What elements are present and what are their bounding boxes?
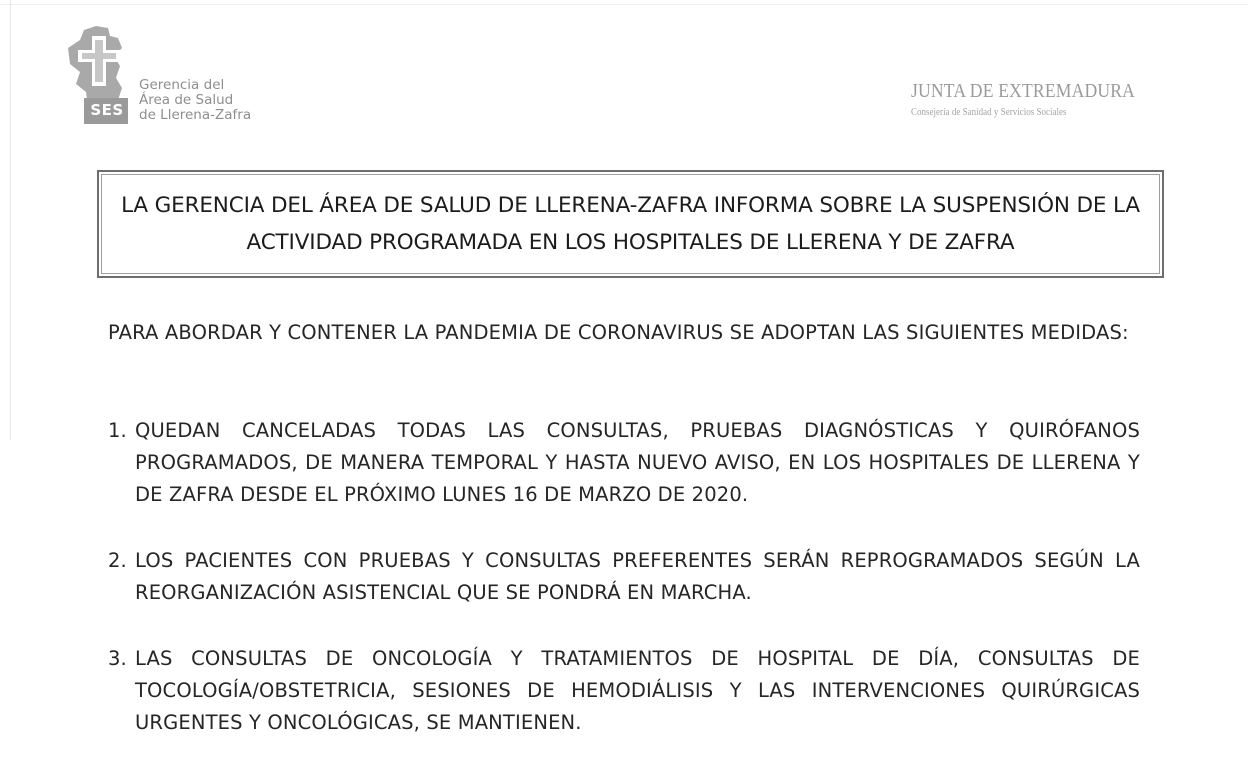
measure-item <box>108 545 1140 609</box>
junta-name: JUNTA DE EXTREMADURA <box>911 80 1136 102</box>
measure-text: LAS CONSULTAS DE ONCOLOGÍA Y TRATAMIENTOS DE HOSPITAL DE DÍA, CONSULTAS DE TOCOLOGÍA/OBSTETRICIA, SESIONES DE HEMODIÁLISIS Y LAS INTERVENCIONES QUIRÚRGICAS URGENTES Y ONCOLÓGICAS, SE MANTIENEN. <box>135 647 1140 734</box>
measure-item <box>108 415 1140 511</box>
measure-number: 3. <box>108 647 127 670</box>
measure-item <box>108 643 1140 739</box>
measure-number: 2. <box>108 549 127 572</box>
measure-text: QUEDAN CANCELADAS TODAS LAS CONSULTAS, PRUEBAS DIAGNÓSTICAS Y QUIRÓFANOS PROGRAMADOS, DE MANERA TEMPORAL Y HASTA NUEVO AVISO, EN LOS HOSPITALES DE LLERENA Y DE ZAFRA DESDE EL PRÓXIMO LUNES 16 DE MARZO DE 2020. <box>135 419 1140 506</box>
junta-subtitle: Consejería de Sanidad y Servicios Sociales <box>911 106 1067 118</box>
document-title: LA GERENCIA DEL ÁREA DE SALUD DE LLERENA-ZAFRA INFORMA SOBRE LA SUSPENSIÓN DE LA ACTIVIDAD PROGRAMADA EN LOS HOSPITALES DE LLERENA Y DE ZAFRA <box>121 193 1140 255</box>
junta-header <box>911 80 1166 118</box>
ses-badge-text: SES <box>90 101 124 119</box>
measure-number: 1. <box>108 419 127 442</box>
logo-line-1: Gerencia del <box>139 77 225 93</box>
logo-line-2: Área de Salud <box>139 92 234 108</box>
intro-paragraph: PARA ABORDAR Y CONTENER LA PANDEMIA DE CORONAVIRUS SE ADOPTAN LAS SIGUIENTES MEDIDAS: <box>108 321 1129 344</box>
page-top-edge <box>0 0 1248 5</box>
title-box <box>97 170 1164 278</box>
logo-caption <box>139 78 251 123</box>
page-left-edge <box>0 0 11 440</box>
measure-text: LOS PACIENTES CON PRUEBAS Y CONSULTAS PREFERENTES SERÁN REPROGRAMADOS SEGÚN LA REORGANIZACIÓN ASISTENCIAL QUE SE PONDRÁ EN MARCHA. <box>135 549 1140 604</box>
logo-line-3: de Llerena-Zafra <box>139 107 252 123</box>
ses-logo <box>62 26 292 130</box>
